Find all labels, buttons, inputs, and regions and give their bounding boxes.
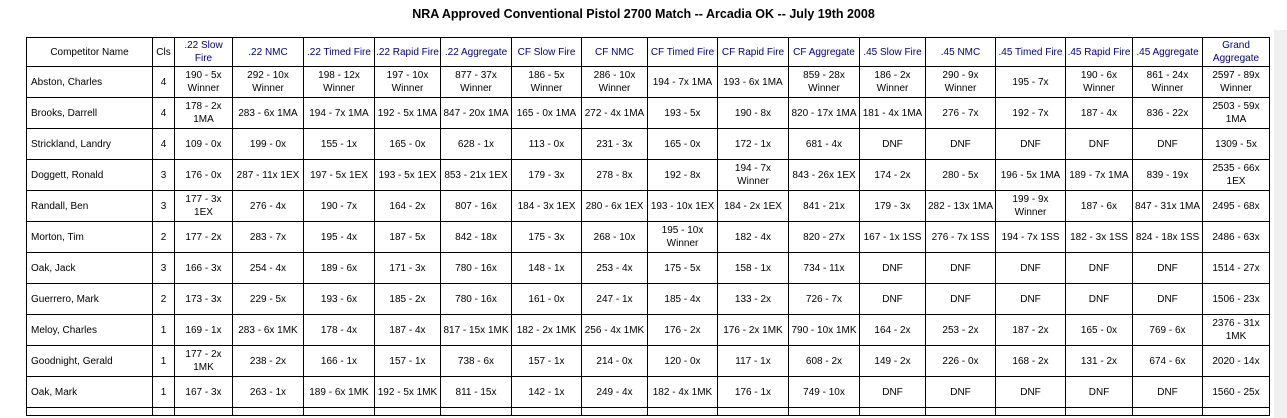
empty-cell bbox=[1133, 408, 1203, 416]
column-header: Competitor Name bbox=[27, 38, 153, 67]
score-cell: 278 - 8x bbox=[582, 160, 648, 191]
score-cell: 167 - 1x 1SS bbox=[860, 222, 926, 253]
score-cell: 195 - 10x Winner bbox=[648, 222, 718, 253]
score-cell: DNF bbox=[1066, 284, 1133, 315]
score-cell: 179 - 3x bbox=[512, 160, 582, 191]
class-cell: 2 bbox=[153, 222, 175, 253]
score-cell: 836 - 22x bbox=[1133, 98, 1203, 129]
column-header: .45 Timed Fire bbox=[996, 38, 1066, 67]
score-cell: 184 - 3x 1EX bbox=[512, 191, 582, 222]
score-cell: DNF bbox=[996, 284, 1066, 315]
score-cell: 182 - 2x 1MK bbox=[512, 315, 582, 346]
column-header: .45 Slow Fire bbox=[860, 38, 926, 67]
score-cell: 811 - 15x bbox=[441, 377, 512, 408]
table-row bbox=[27, 160, 1270, 191]
competitor-name-cell: Meloy, Charles bbox=[27, 315, 153, 346]
score-cell: 194 - 7x Winner bbox=[718, 160, 789, 191]
competitor-name-cell: Guerrero, Mark bbox=[27, 284, 153, 315]
score-cell: 149 - 2x bbox=[860, 346, 926, 377]
empty-cell bbox=[926, 408, 996, 416]
score-cell: 190 - 5x Winner bbox=[175, 67, 233, 98]
table-row bbox=[27, 315, 1270, 346]
competitor-name-cell: Oak, Mark bbox=[27, 377, 153, 408]
class-cell: 4 bbox=[153, 129, 175, 160]
score-cell: 189 - 6x 1MK bbox=[304, 377, 375, 408]
score-cell: 2020 - 14x bbox=[1203, 346, 1270, 377]
class-cell: 3 bbox=[153, 253, 175, 284]
score-cell: 148 - 1x bbox=[512, 253, 582, 284]
score-cell: 158 - 1x bbox=[718, 253, 789, 284]
column-header: CF Rapid Fire bbox=[718, 38, 789, 67]
score-cell: 249 - 4x bbox=[582, 377, 648, 408]
empty-cell bbox=[375, 408, 441, 416]
score-cell: 194 - 7x 1MA bbox=[304, 98, 375, 129]
score-cell: DNF bbox=[860, 377, 926, 408]
score-cell: 820 - 17x 1MA bbox=[789, 98, 860, 129]
score-cell: 113 - 0x bbox=[512, 129, 582, 160]
score-cell: DNF bbox=[1066, 253, 1133, 284]
class-cell: 1 bbox=[153, 346, 175, 377]
score-cell: 192 - 8x bbox=[648, 160, 718, 191]
competitor-name-cell: Morton, Tim bbox=[27, 222, 153, 253]
empty-cell bbox=[1203, 408, 1270, 416]
score-cell: 841 - 21x bbox=[789, 191, 860, 222]
empty-cell bbox=[1066, 408, 1133, 416]
score-cell: 193 - 5x 1EX bbox=[375, 160, 441, 191]
score-cell: 817 - 15x 1MK bbox=[441, 315, 512, 346]
empty-cell bbox=[582, 408, 648, 416]
score-cell: 842 - 18x bbox=[441, 222, 512, 253]
score-cell: 171 - 3x bbox=[375, 253, 441, 284]
score-cell: 133 - 2x bbox=[718, 284, 789, 315]
score-cell: 2486 - 63x bbox=[1203, 222, 1270, 253]
competitor-name-cell: Brooks, Darrell bbox=[27, 98, 153, 129]
score-cell: 173 - 3x bbox=[175, 284, 233, 315]
empty-cell bbox=[789, 408, 860, 416]
score-cell: DNF bbox=[1133, 284, 1203, 315]
score-cell: DNF bbox=[996, 129, 1066, 160]
score-cell: 177 - 2x bbox=[175, 222, 233, 253]
column-header: CF Aggregate bbox=[789, 38, 860, 67]
table-row bbox=[27, 67, 1270, 98]
score-cell: 286 - 10x Winner bbox=[582, 67, 648, 98]
score-cell: 166 - 1x bbox=[304, 346, 375, 377]
score-cell: 155 - 1x bbox=[304, 129, 375, 160]
score-cell: 192 - 7x bbox=[996, 98, 1066, 129]
score-cell: 853 - 21x 1EX bbox=[441, 160, 512, 191]
score-cell: 674 - 6x bbox=[1133, 346, 1203, 377]
column-header: CF Timed Fire bbox=[648, 38, 718, 67]
score-cell: 181 - 4x 1MA bbox=[860, 98, 926, 129]
empty-cell bbox=[175, 408, 233, 416]
score-cell: 282 - 13x 1MA bbox=[926, 191, 996, 222]
score-cell: 2376 - 31x 1MK bbox=[1203, 315, 1270, 346]
competitor-name-cell: Doggett, Ronald bbox=[27, 160, 153, 191]
score-cell: 190 - 8x bbox=[718, 98, 789, 129]
score-cell: 164 - 2x bbox=[860, 315, 926, 346]
score-cell: 193 - 5x bbox=[648, 98, 718, 129]
score-cell: 175 - 5x bbox=[648, 253, 718, 284]
table-row-partial bbox=[27, 408, 1270, 416]
score-cell: 238 - 2x bbox=[233, 346, 304, 377]
score-cell: 2495 - 68x bbox=[1203, 191, 1270, 222]
score-cell: 157 - 1x bbox=[512, 346, 582, 377]
score-cell: 142 - 1x bbox=[512, 377, 582, 408]
score-cell: 780 - 16x bbox=[441, 253, 512, 284]
column-header: .22 Slow Fire bbox=[175, 38, 233, 67]
score-cell: 807 - 16x bbox=[441, 191, 512, 222]
table-row bbox=[27, 346, 1270, 377]
score-cell: 198 - 12x Winner bbox=[304, 67, 375, 98]
score-cell: 2597 - 89x Winner bbox=[1203, 67, 1270, 98]
score-cell: 187 - 4x bbox=[1066, 98, 1133, 129]
score-cell: 790 - 10x 1MK bbox=[789, 315, 860, 346]
score-cell: 178 - 2x 1MA bbox=[175, 98, 233, 129]
empty-cell bbox=[996, 408, 1066, 416]
score-cell: 820 - 27x bbox=[789, 222, 860, 253]
score-cell: DNF bbox=[1133, 253, 1203, 284]
score-cell: 276 - 4x bbox=[233, 191, 304, 222]
competitor-name-cell: Randall, Ben bbox=[27, 191, 153, 222]
score-cell: 253 - 4x bbox=[582, 253, 648, 284]
score-cell: 749 - 10x bbox=[789, 377, 860, 408]
score-cell: 165 - 0x bbox=[648, 129, 718, 160]
score-cell: 185 - 2x bbox=[375, 284, 441, 315]
score-cell: DNF bbox=[926, 129, 996, 160]
table-row bbox=[27, 191, 1270, 222]
table-row bbox=[27, 377, 1270, 408]
score-cell: DNF bbox=[1133, 377, 1203, 408]
score-cell: 194 - 7x 1MA bbox=[648, 67, 718, 98]
table-row bbox=[27, 253, 1270, 284]
score-cell: 117 - 1x bbox=[718, 346, 789, 377]
score-cell: 681 - 4x bbox=[789, 129, 860, 160]
score-cell: 192 - 5x 1MK bbox=[375, 377, 441, 408]
score-cell: 276 - 7x bbox=[926, 98, 996, 129]
class-cell: 2 bbox=[153, 284, 175, 315]
score-cell: 177 - 2x 1MK bbox=[175, 346, 233, 377]
score-cell: 1514 - 27x bbox=[1203, 253, 1270, 284]
score-cell: 263 - 1x bbox=[233, 377, 304, 408]
score-cell: 157 - 1x bbox=[375, 346, 441, 377]
score-cell: 161 - 0x bbox=[512, 284, 582, 315]
table-row bbox=[27, 98, 1270, 129]
column-header: .22 Timed Fire bbox=[304, 38, 375, 67]
empty-cell bbox=[304, 408, 375, 416]
score-cell: 187 - 5x bbox=[375, 222, 441, 253]
score-cell: 165 - 0x bbox=[1066, 315, 1133, 346]
class-cell: 1 bbox=[153, 377, 175, 408]
score-cell: 877 - 37x Winner bbox=[441, 67, 512, 98]
empty-cell bbox=[233, 408, 304, 416]
score-cell: 283 - 6x 1MA bbox=[233, 98, 304, 129]
score-cell: 254 - 4x bbox=[233, 253, 304, 284]
score-cell: 214 - 0x bbox=[582, 346, 648, 377]
score-cell: 186 - 5x Winner bbox=[512, 67, 582, 98]
column-header: Grand Aggregate bbox=[1203, 38, 1270, 67]
score-cell: 738 - 6x bbox=[441, 346, 512, 377]
score-cell: 283 - 6x 1MK bbox=[233, 315, 304, 346]
column-header: .45 Aggregate bbox=[1133, 38, 1203, 67]
score-cell: 1506 - 23x bbox=[1203, 284, 1270, 315]
score-cell: 182 - 4x 1MK bbox=[648, 377, 718, 408]
score-cell: 253 - 2x bbox=[926, 315, 996, 346]
table-row bbox=[27, 222, 1270, 253]
column-header: CF NMC bbox=[582, 38, 648, 67]
score-cell: 283 - 7x bbox=[233, 222, 304, 253]
competitor-name-cell: Strickland, Landry bbox=[27, 129, 153, 160]
score-cell: DNF bbox=[926, 284, 996, 315]
score-cell: 229 - 5x bbox=[233, 284, 304, 315]
score-cell: 187 - 2x bbox=[996, 315, 1066, 346]
score-cell: 272 - 4x 1MA bbox=[582, 98, 648, 129]
class-cell: 3 bbox=[153, 191, 175, 222]
score-cell: 193 - 10x 1EX bbox=[648, 191, 718, 222]
score-cell: 182 - 4x bbox=[718, 222, 789, 253]
score-cell: 268 - 10x bbox=[582, 222, 648, 253]
score-cell: 726 - 7x bbox=[789, 284, 860, 315]
class-cell: 1 bbox=[153, 315, 175, 346]
score-cell: 1560 - 25x bbox=[1203, 377, 1270, 408]
score-cell: DNF bbox=[996, 377, 1066, 408]
score-cell: 190 - 7x bbox=[304, 191, 375, 222]
score-cell: 231 - 3x bbox=[582, 129, 648, 160]
class-cell: 4 bbox=[153, 67, 175, 98]
score-cell: 199 - 9x Winner bbox=[996, 191, 1066, 222]
page-title: NRA Approved Conventional Pistol 2700 Match -- Arcadia OK -- July 19th 2008 bbox=[412, 7, 875, 21]
score-cell: 186 - 2x Winner bbox=[860, 67, 926, 98]
score-cell: 847 - 20x 1MA bbox=[441, 98, 512, 129]
score-cell: 734 - 11x bbox=[789, 253, 860, 284]
score-cell: 177 - 3x 1EX bbox=[175, 191, 233, 222]
score-cell: DNF bbox=[1066, 377, 1133, 408]
column-header: .22 Aggregate bbox=[441, 38, 512, 67]
column-header: .22 NMC bbox=[233, 38, 304, 67]
results-table bbox=[26, 37, 1270, 416]
score-cell: 189 - 7x 1MA bbox=[1066, 160, 1133, 191]
score-cell: 247 - 1x bbox=[582, 284, 648, 315]
score-cell: 628 - 1x bbox=[441, 129, 512, 160]
score-cell: 769 - 6x bbox=[1133, 315, 1203, 346]
score-cell: 280 - 5x bbox=[926, 160, 996, 191]
scroll-edge bbox=[1274, 30, 1287, 418]
score-cell: 843 - 26x 1EX bbox=[789, 160, 860, 191]
score-cell: 256 - 4x 1MK bbox=[582, 315, 648, 346]
score-cell: 276 - 7x 1SS bbox=[926, 222, 996, 253]
score-cell: 187 - 6x bbox=[1066, 191, 1133, 222]
table-row bbox=[27, 129, 1270, 160]
score-cell: 164 - 2x bbox=[375, 191, 441, 222]
score-cell: 165 - 0x 1MA bbox=[512, 98, 582, 129]
score-cell: 187 - 4x bbox=[375, 315, 441, 346]
score-cell: 109 - 0x bbox=[175, 129, 233, 160]
score-cell: DNF bbox=[860, 253, 926, 284]
score-cell: 165 - 0x bbox=[375, 129, 441, 160]
score-cell: DNF bbox=[860, 129, 926, 160]
empty-cell bbox=[153, 408, 175, 416]
empty-cell bbox=[648, 408, 718, 416]
column-header: .22 Rapid Fire bbox=[375, 38, 441, 67]
score-cell: 197 - 10x Winner bbox=[375, 67, 441, 98]
score-cell: 1309 - 5x bbox=[1203, 129, 1270, 160]
score-cell: 176 - 2x 1MK bbox=[718, 315, 789, 346]
score-cell: 280 - 6x 1EX bbox=[582, 191, 648, 222]
empty-cell bbox=[860, 408, 926, 416]
score-cell: 185 - 4x bbox=[648, 284, 718, 315]
column-header: .45 NMC bbox=[926, 38, 996, 67]
score-cell: DNF bbox=[996, 253, 1066, 284]
score-cell: 193 - 6x 1MA bbox=[718, 67, 789, 98]
score-cell: 859 - 28x Winner bbox=[789, 67, 860, 98]
score-cell: 178 - 4x bbox=[304, 315, 375, 346]
score-cell: 780 - 16x bbox=[441, 284, 512, 315]
score-cell: 176 - 2x bbox=[648, 315, 718, 346]
score-cell: 847 - 31x 1MA bbox=[1133, 191, 1203, 222]
score-cell: 287 - 11x 1EX bbox=[233, 160, 304, 191]
class-cell: 4 bbox=[153, 98, 175, 129]
score-cell: 175 - 3x bbox=[512, 222, 582, 253]
score-cell: 169 - 1x bbox=[175, 315, 233, 346]
score-cell: 192 - 5x 1MA bbox=[375, 98, 441, 129]
score-cell: 839 - 19x bbox=[1133, 160, 1203, 191]
score-cell: 2535 - 66x 1EX bbox=[1203, 160, 1270, 191]
score-cell: 167 - 3x bbox=[175, 377, 233, 408]
score-cell: 193 - 6x bbox=[304, 284, 375, 315]
score-cell: 166 - 3x bbox=[175, 253, 233, 284]
score-cell: 196 - 5x 1MA bbox=[996, 160, 1066, 191]
class-cell: 3 bbox=[153, 160, 175, 191]
score-cell: 824 - 18x 1SS bbox=[1133, 222, 1203, 253]
score-cell: DNF bbox=[926, 253, 996, 284]
score-cell: 168 - 2x bbox=[996, 346, 1066, 377]
score-cell: 195 - 4x bbox=[304, 222, 375, 253]
score-cell: DNF bbox=[1066, 129, 1133, 160]
empty-cell bbox=[441, 408, 512, 416]
column-header: CF Slow Fire bbox=[512, 38, 582, 67]
score-cell: 194 - 7x 1SS bbox=[996, 222, 1066, 253]
empty-cell bbox=[27, 408, 153, 416]
score-cell: 608 - 2x bbox=[789, 346, 860, 377]
score-cell: 190 - 6x Winner bbox=[1066, 67, 1133, 98]
score-cell: 120 - 0x bbox=[648, 346, 718, 377]
competitor-name-cell: Abston, Charles bbox=[27, 67, 153, 98]
column-header: Cls bbox=[153, 38, 175, 67]
score-cell: 199 - 0x bbox=[233, 129, 304, 160]
score-cell: 861 - 24x Winner bbox=[1133, 67, 1203, 98]
competitor-name-cell: Oak, Jack bbox=[27, 253, 153, 284]
score-cell: 226 - 0x bbox=[926, 346, 996, 377]
column-header: .45 Rapid Fire bbox=[1066, 38, 1133, 67]
empty-cell bbox=[512, 408, 582, 416]
score-cell: 131 - 2x bbox=[1066, 346, 1133, 377]
score-cell: 292 - 10x Winner bbox=[233, 67, 304, 98]
empty-cell bbox=[718, 408, 789, 416]
score-cell: 174 - 2x bbox=[860, 160, 926, 191]
table-row bbox=[27, 284, 1270, 315]
score-cell: 176 - 1x bbox=[718, 377, 789, 408]
score-cell: DNF bbox=[860, 284, 926, 315]
score-cell: 176 - 0x bbox=[175, 160, 233, 191]
score-cell: 2503 - 59x 1MA bbox=[1203, 98, 1270, 129]
competitor-name-cell: Goodnight, Gerald bbox=[27, 346, 153, 377]
score-cell: 179 - 3x bbox=[860, 191, 926, 222]
score-cell: DNF bbox=[926, 377, 996, 408]
score-cell: 172 - 1x bbox=[718, 129, 789, 160]
score-cell: 182 - 3x 1SS bbox=[1066, 222, 1133, 253]
score-cell: 184 - 2x 1EX bbox=[718, 191, 789, 222]
score-cell: 195 - 7x bbox=[996, 67, 1066, 98]
header-row bbox=[27, 38, 1270, 67]
score-cell: 189 - 6x bbox=[304, 253, 375, 284]
score-cell: 197 - 5x 1EX bbox=[304, 160, 375, 191]
score-cell: 290 - 9x Winner bbox=[926, 67, 996, 98]
score-cell: DNF bbox=[1133, 129, 1203, 160]
